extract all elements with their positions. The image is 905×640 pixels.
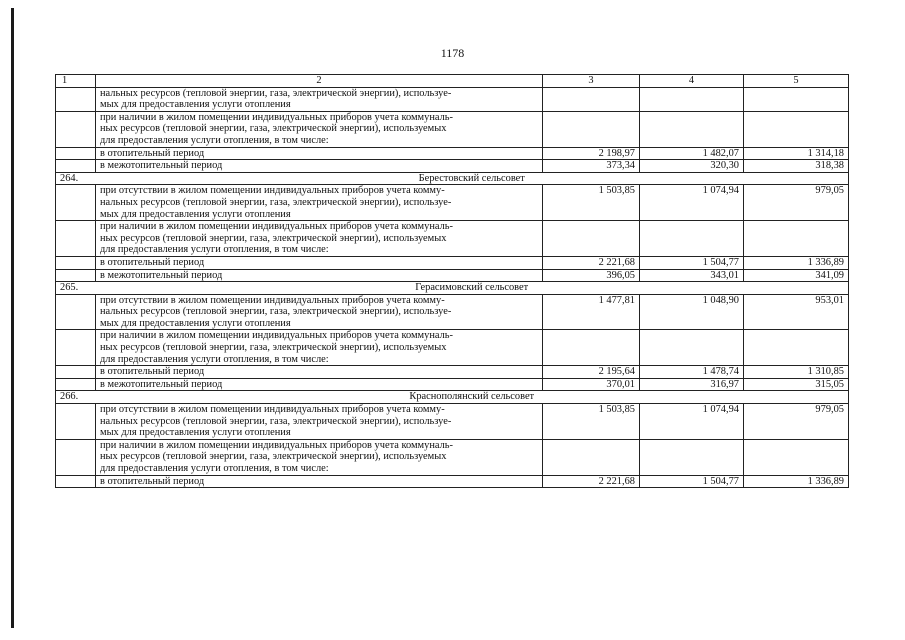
value-col5-cell: 315,05 bbox=[744, 378, 849, 391]
section-row bbox=[56, 282, 849, 295]
description-cell: при наличии в жилом помещении индивидуальных приборов учета коммуналь- ных ресурсов (тепловой энергии, газа, электрической энергии), используемых для предоставления услуги отопления, в том числе: bbox=[96, 439, 543, 475]
value-col4-cell bbox=[640, 111, 744, 147]
value-col5-cell: 318,38 bbox=[744, 160, 849, 173]
table-row bbox=[56, 404, 849, 440]
value-col5-cell bbox=[744, 111, 849, 147]
value-col4-cell: 1 478,74 bbox=[640, 366, 744, 379]
value-col3-cell: 2 221,68 bbox=[543, 256, 640, 269]
value-col4-cell: 1 482,07 bbox=[640, 147, 744, 160]
column-header-1: 1 bbox=[56, 75, 96, 88]
description-cell: в отопительный период bbox=[96, 475, 543, 488]
value-col4-cell bbox=[640, 87, 744, 111]
row-number-cell bbox=[56, 378, 96, 391]
value-col4-cell: 316,97 bbox=[640, 378, 744, 391]
value-col5-cell: 979,05 bbox=[744, 404, 849, 440]
value-col5-cell: 341,09 bbox=[744, 269, 849, 282]
value-col3-cell: 370,01 bbox=[543, 378, 640, 391]
value-col4-cell bbox=[640, 439, 744, 475]
scan-edge-line bbox=[11, 8, 14, 628]
value-col5-cell bbox=[744, 221, 849, 257]
table-row bbox=[56, 330, 849, 366]
row-number-cell bbox=[56, 221, 96, 257]
value-col5-cell bbox=[744, 439, 849, 475]
column-header-4: 4 bbox=[640, 75, 744, 88]
row-number-cell bbox=[56, 366, 96, 379]
description-cell: нальных ресурсов (тепловой энергии, газа, электрической энергии), используе- мых для предоставления услуги отопления bbox=[96, 87, 543, 111]
table-row bbox=[56, 366, 849, 379]
column-header-2: 2 bbox=[96, 75, 543, 88]
table-row bbox=[56, 87, 849, 111]
value-col5-cell: 1 336,89 bbox=[744, 475, 849, 488]
description-cell: при наличии в жилом помещении индивидуальных приборов учета коммуналь- ных ресурсов (тепловой энергии, газа, электрической энергии), используемых для предоставления услуги отопления, в том числе: bbox=[96, 221, 543, 257]
value-col3-cell: 1 503,85 bbox=[543, 404, 640, 440]
value-col5-cell bbox=[744, 330, 849, 366]
table-row bbox=[56, 160, 849, 173]
value-col3-cell: 1 503,85 bbox=[543, 185, 640, 221]
table-row bbox=[56, 269, 849, 282]
row-number-cell bbox=[56, 475, 96, 488]
value-col4-cell: 1 074,94 bbox=[640, 404, 744, 440]
description-cell: в межотопительный период bbox=[96, 160, 543, 173]
value-col4-cell: 343,01 bbox=[640, 269, 744, 282]
row-number-cell bbox=[56, 147, 96, 160]
value-col5-cell: 1 314,18 bbox=[744, 147, 849, 160]
section-number: 264. bbox=[56, 172, 96, 185]
table-row bbox=[56, 111, 849, 147]
value-col3-cell bbox=[543, 439, 640, 475]
row-number-cell bbox=[56, 269, 96, 282]
table-row bbox=[56, 221, 849, 257]
description-cell: при отсутствии в жилом помещении индивидуальных приборов учета комму- нальных ресурсов (тепловой энергии, газа, электрической энергии), используе- мых для предоставления услуги отопления bbox=[96, 294, 543, 330]
value-col4-cell: 1 048,90 bbox=[640, 294, 744, 330]
value-col3-cell: 2 221,68 bbox=[543, 475, 640, 488]
row-number-cell bbox=[56, 294, 96, 330]
value-col4-cell: 320,30 bbox=[640, 160, 744, 173]
row-number-cell bbox=[56, 185, 96, 221]
section-number: 265. bbox=[56, 282, 96, 295]
table-row bbox=[56, 475, 849, 488]
description-cell: в межотопительный период bbox=[96, 269, 543, 282]
value-col3-cell bbox=[543, 221, 640, 257]
value-col3-cell: 2 198,97 bbox=[543, 147, 640, 160]
value-col3-cell: 2 195,64 bbox=[543, 366, 640, 379]
description-cell: в межотопительный период bbox=[96, 378, 543, 391]
value-col4-cell bbox=[640, 330, 744, 366]
column-header-3: 3 bbox=[543, 75, 640, 88]
value-col5-cell: 1 310,85 bbox=[744, 366, 849, 379]
table-row bbox=[56, 147, 849, 160]
description-cell: при отсутствии в жилом помещении индивидуальных приборов учета комму- нальных ресурсов (тепловой энергии, газа, электрической энергии), используе- мых для предоставления услуги отопления bbox=[96, 404, 543, 440]
tariff-table bbox=[55, 74, 849, 488]
row-number-cell bbox=[56, 160, 96, 173]
value-col5-cell: 1 336,89 bbox=[744, 256, 849, 269]
row-number-cell bbox=[56, 330, 96, 366]
value-col3-cell: 373,34 bbox=[543, 160, 640, 173]
value-col3-cell bbox=[543, 330, 640, 366]
value-col3-cell: 396,05 bbox=[543, 269, 640, 282]
table-row bbox=[56, 378, 849, 391]
section-row bbox=[56, 391, 849, 404]
value-col3-cell bbox=[543, 87, 640, 111]
column-header-5: 5 bbox=[744, 75, 849, 88]
table-row bbox=[56, 294, 849, 330]
value-col3-cell bbox=[543, 111, 640, 147]
description-cell: в отопительный период bbox=[96, 256, 543, 269]
row-number-cell bbox=[56, 256, 96, 269]
table-row bbox=[56, 185, 849, 221]
value-col5-cell bbox=[744, 87, 849, 111]
value-col4-cell bbox=[640, 221, 744, 257]
description-cell: при отсутствии в жилом помещении индивидуальных приборов учета комму- нальных ресурсов (тепловой энергии, газа, электрической энергии), используе- мых для предоставления услуги отопления bbox=[96, 185, 543, 221]
row-number-cell bbox=[56, 439, 96, 475]
row-number-cell bbox=[56, 87, 96, 111]
section-title: Берестовский сельсовет bbox=[96, 172, 849, 185]
description-cell: при наличии в жилом помещении индивидуальных приборов учета коммуналь- ных ресурсов (тепловой энергии, газа, электрической энергии), используемых для предоставления услуги отопления, в том числе: bbox=[96, 111, 543, 147]
value-col4-cell: 1 074,94 bbox=[640, 185, 744, 221]
value-col5-cell: 953,01 bbox=[744, 294, 849, 330]
page-number: 1178 bbox=[440, 46, 465, 60]
value-col4-cell: 1 504,77 bbox=[640, 475, 744, 488]
section-title: Герасимовский сельсовет bbox=[96, 282, 849, 295]
row-number-cell bbox=[56, 111, 96, 147]
description-cell: в отопительный период bbox=[96, 366, 543, 379]
value-col4-cell: 1 504,77 bbox=[640, 256, 744, 269]
section-row bbox=[56, 172, 849, 185]
table-row bbox=[56, 439, 849, 475]
section-title: Краснополянский сельсовет bbox=[96, 391, 849, 404]
table-row bbox=[56, 256, 849, 269]
table-header-row bbox=[56, 75, 849, 88]
description-cell: при наличии в жилом помещении индивидуальных приборов учета коммуналь- ных ресурсов (тепловой энергии, газа, электрической энергии), используемых для предоставления услуги отопления, в том числе: bbox=[96, 330, 543, 366]
description-cell: в отопительный период bbox=[96, 147, 543, 160]
value-col3-cell: 1 477,81 bbox=[543, 294, 640, 330]
section-number: 266. bbox=[56, 391, 96, 404]
row-number-cell bbox=[56, 404, 96, 440]
value-col5-cell: 979,05 bbox=[744, 185, 849, 221]
